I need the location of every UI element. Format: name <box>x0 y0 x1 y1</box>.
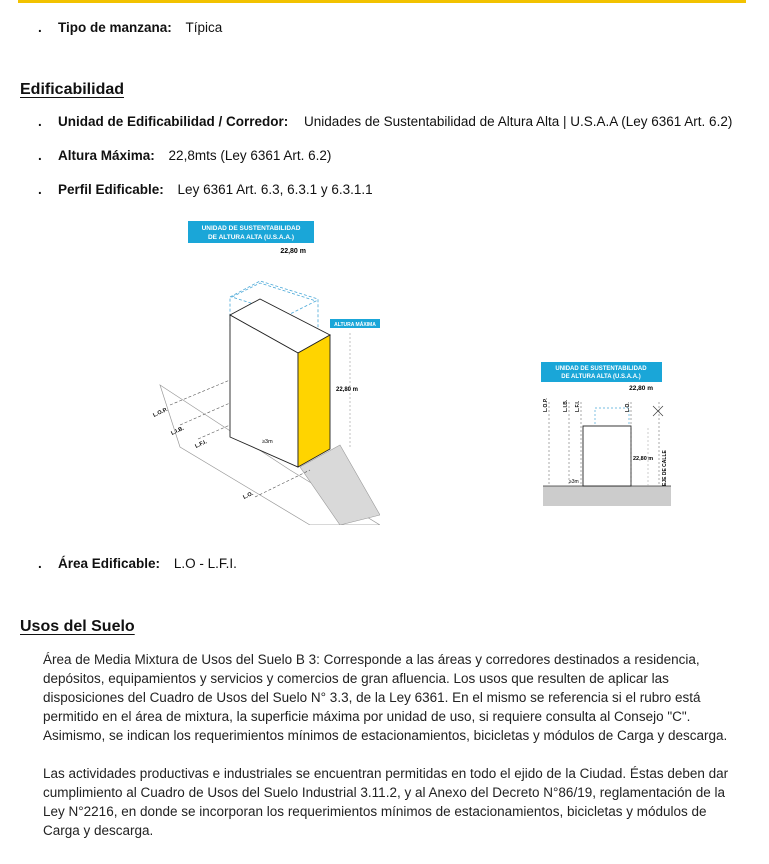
line-lo <box>255 470 310 497</box>
unidad-label: Unidad de Edificabilidad / Corredor: <box>58 114 289 129</box>
tipo-manzana-label: Tipo de manzana: <box>58 20 172 35</box>
usos-paragraph-1: Área de Media Mixtura de Usos del Suelo B 3: Corresponde a las áreas y corredores destinados a residencia, depósitos, equipamientos y servicios y comercios de gran afluencia. Los usos que resulten de aplicar las disposiciones del Cuadro de Usos del Suelo N° 3.3, de la Ley 6361. En el mismo se referencia si el rubro está permitido en el área de mixtura, la superficie máxima por unidad de uso, si requiere consulta al Consejo "C". Asimismo, se indican los requerimientos mínimos de estacionamientos, bicicletas y módulos de Carga y descarga. <box>43 652 728 743</box>
usos-paragraph-2: Las actividades productivas e industriales se encuentran permitidas en todo el ejido de la Ciudad. Éstas deben dar cumplimiento al Cuadro de Usos del Suelo Industrial 3.11.2, y al Anexo del Decreto N°86/19, reglamentación de la Ley N°2216, en donde se incorporan los requerimientos mínimos de estacionamientos, bicicletas y módulos de Carga y descarga. <box>43 766 729 838</box>
usaa-height-label: 22,80 m <box>280 248 306 255</box>
area-edificable-value: L.O - L.F.I. <box>173 556 237 571</box>
section-building <box>583 426 631 486</box>
usaa-badge-line2: DE ALTURA ALTA (U.S.A.A.) <box>207 234 295 241</box>
lfi-label: L.F.I. <box>194 439 208 450</box>
section-title-usos: Usos del Suelo <box>20 618 135 635</box>
bullet-dot: . <box>38 20 42 35</box>
section-title-edificabilidad: Edificabilidad <box>20 81 125 98</box>
height-dim-label: 22,80 m <box>336 387 359 393</box>
section-lo-label: L.O. <box>625 402 631 412</box>
perfil-value: Ley 6361 Art. 6.3, 6.3.1 y 6.3.1.1 <box>177 182 373 197</box>
section-badge-line1: UNIDAD DE SUSTENTABILIDAD <box>555 366 647 372</box>
section-eje-label: EJE DE CALLE <box>662 450 668 486</box>
bullet-dot: . <box>38 182 42 197</box>
altura-label: Altura Máxima: <box>58 148 155 163</box>
bullet-dot: . <box>38 114 42 129</box>
altura-value: 22,8mts (Ley 6361 Art. 6.2) <box>168 148 332 163</box>
section-height-label: 22,80 m <box>629 385 653 392</box>
bullet-dot: . <box>38 148 42 163</box>
line-lop <box>170 380 230 405</box>
perfil-label: Perfil Edificable: <box>58 182 164 197</box>
lo-label: L.O. <box>242 490 255 501</box>
section-ground <box>543 486 671 506</box>
lop-label: L.O.P. <box>152 406 169 419</box>
tipo-manzana-value: Típica <box>185 20 223 35</box>
building-front-yellow <box>298 335 330 467</box>
lib-label: L.I.B. <box>170 425 186 437</box>
section-upper-volume <box>595 408 629 428</box>
setback-label: ≥3m <box>262 439 273 445</box>
bullet-dot: . <box>38 556 42 571</box>
section-setback-label: ≥3m <box>569 479 579 485</box>
altura-maxima-badge-text: ALTURA MÁXIMA <box>334 322 376 328</box>
top-accent-bar <box>18 0 746 3</box>
section-lib-label: L.I.B. <box>563 399 569 412</box>
section-diagram <box>535 360 675 510</box>
line-lfi <box>198 425 230 439</box>
section-badge-line2: DE ALTURA ALTA (U.S.A.A.) <box>561 374 641 380</box>
section-lop-label: L.O.P. <box>543 398 549 412</box>
area-edificable-label: Área Edificable: <box>58 556 161 571</box>
unidad-value: Unidades de Sustentabilidad de Altura Alta | U.S.A.A (Ley 6361 Art. 6.2) <box>304 114 733 129</box>
line-lib <box>180 403 230 425</box>
section-dim-label: 22,80 m <box>633 456 654 462</box>
section-lfi-label: L.F.I. <box>575 400 581 412</box>
isometric-building-diagram <box>140 215 380 525</box>
usaa-badge-line1: UNIDAD DE SUSTENTABILIDAD <box>201 225 301 232</box>
